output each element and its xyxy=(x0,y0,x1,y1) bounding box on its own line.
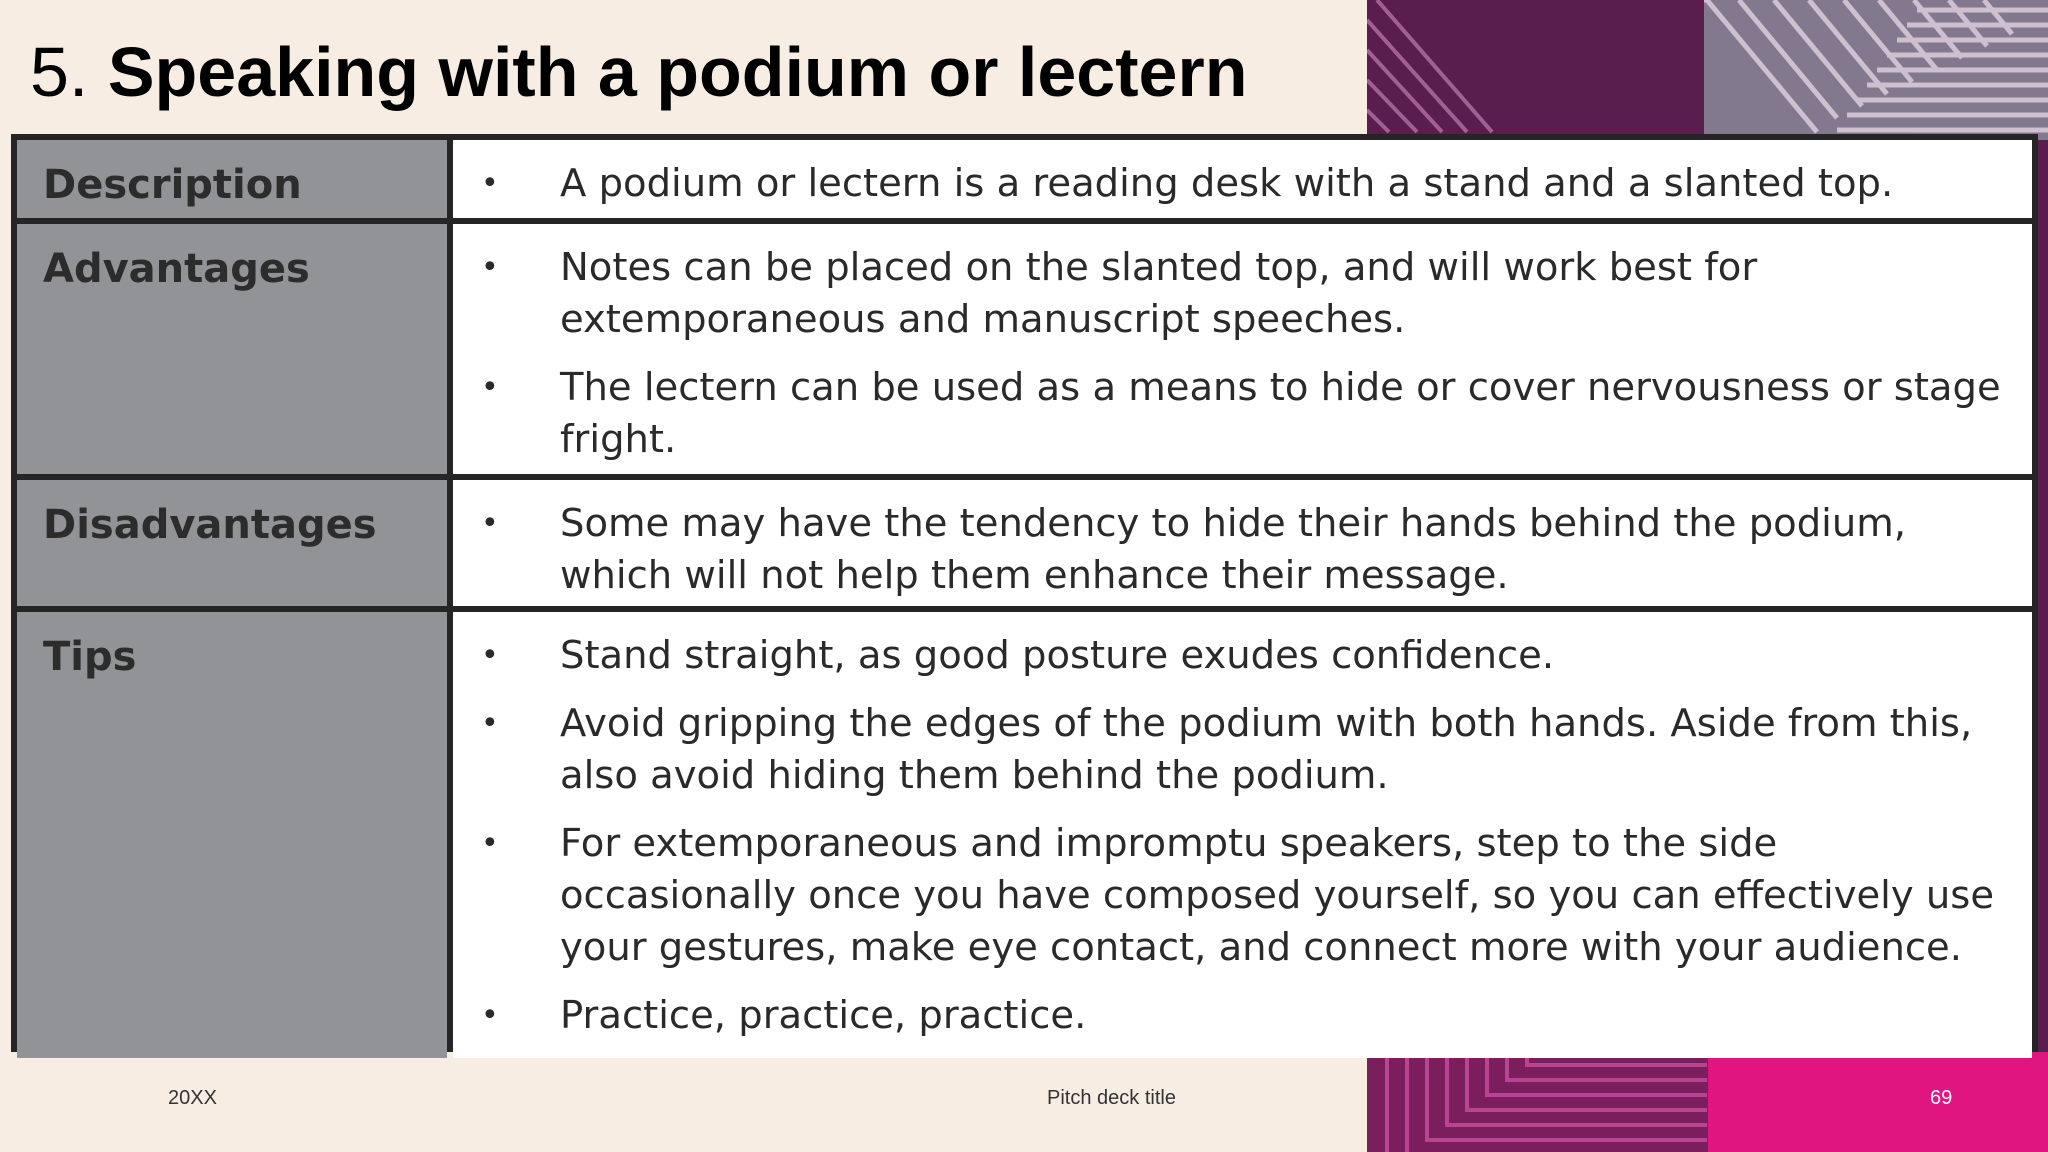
bullet-item: • Stand straight, as good posture exudes confidence. xyxy=(453,630,2002,682)
row-body-tips xyxy=(453,612,2032,1058)
slide-title-number: 5. xyxy=(30,33,89,111)
bullet-item: • Notes can be placed on the slanted top, and will work best for extemporaneous and manuscript speeches. xyxy=(453,242,2002,346)
row-body-disadvantages xyxy=(453,480,2032,606)
table-row-advantages xyxy=(17,224,2032,474)
row-header-disadvantages: Disadvantages xyxy=(17,480,447,606)
bullet-item: • Practice, practice, practice. xyxy=(453,990,2002,1042)
bullet-icon: • xyxy=(481,826,499,861)
table-row-tips xyxy=(17,612,2032,1058)
row-header-tips: Tips xyxy=(17,612,447,1058)
footer-date: 20XX xyxy=(168,1087,217,1109)
bullet-item: • The lectern can be used as a means to hide or cover nervousness or stage fright. xyxy=(453,362,2002,466)
slide-title-text: Speaking with a podium or lectern xyxy=(107,33,1248,111)
bullet-icon: • xyxy=(481,706,499,741)
row-body-description xyxy=(453,140,2032,218)
bullet-icon: • xyxy=(481,638,499,673)
footer-page-number: 69 xyxy=(1930,1087,1953,1109)
bullet-item: • A podium or lectern is a reading desk with a stand and a slanted top. xyxy=(453,158,2002,210)
row-header-description: Description xyxy=(17,140,447,218)
bullet-icon: • xyxy=(481,166,499,201)
bullet-item: • For extemporaneous and impromptu speakers, step to the side occasionally once you have composed yourself, so you can effectively use your gestures, make eye contact, and connect more with your audience. xyxy=(453,818,2002,974)
footer-deck-title: Pitch deck title xyxy=(1047,1087,1176,1109)
table-row-description xyxy=(17,140,2032,218)
bullet-icon: • xyxy=(481,998,499,1033)
table-row-disadvantages xyxy=(17,480,2032,606)
bullet-icon: • xyxy=(481,506,499,541)
bullet-icon: • xyxy=(481,250,499,285)
bullet-item: • Avoid gripping the edges of the podium with both hands. Aside from this, also avoid hiding them behind the podium. xyxy=(453,698,2002,802)
slide-title xyxy=(30,32,1247,112)
bullet-item: • Some may have the tendency to hide their hands behind the podium, which will not help them enhance their message. xyxy=(453,498,2002,602)
content-table xyxy=(11,134,2038,1052)
bullet-icon: • xyxy=(481,370,499,405)
row-header-advantages: Advantages xyxy=(17,224,447,474)
row-body-advantages xyxy=(453,224,2032,474)
